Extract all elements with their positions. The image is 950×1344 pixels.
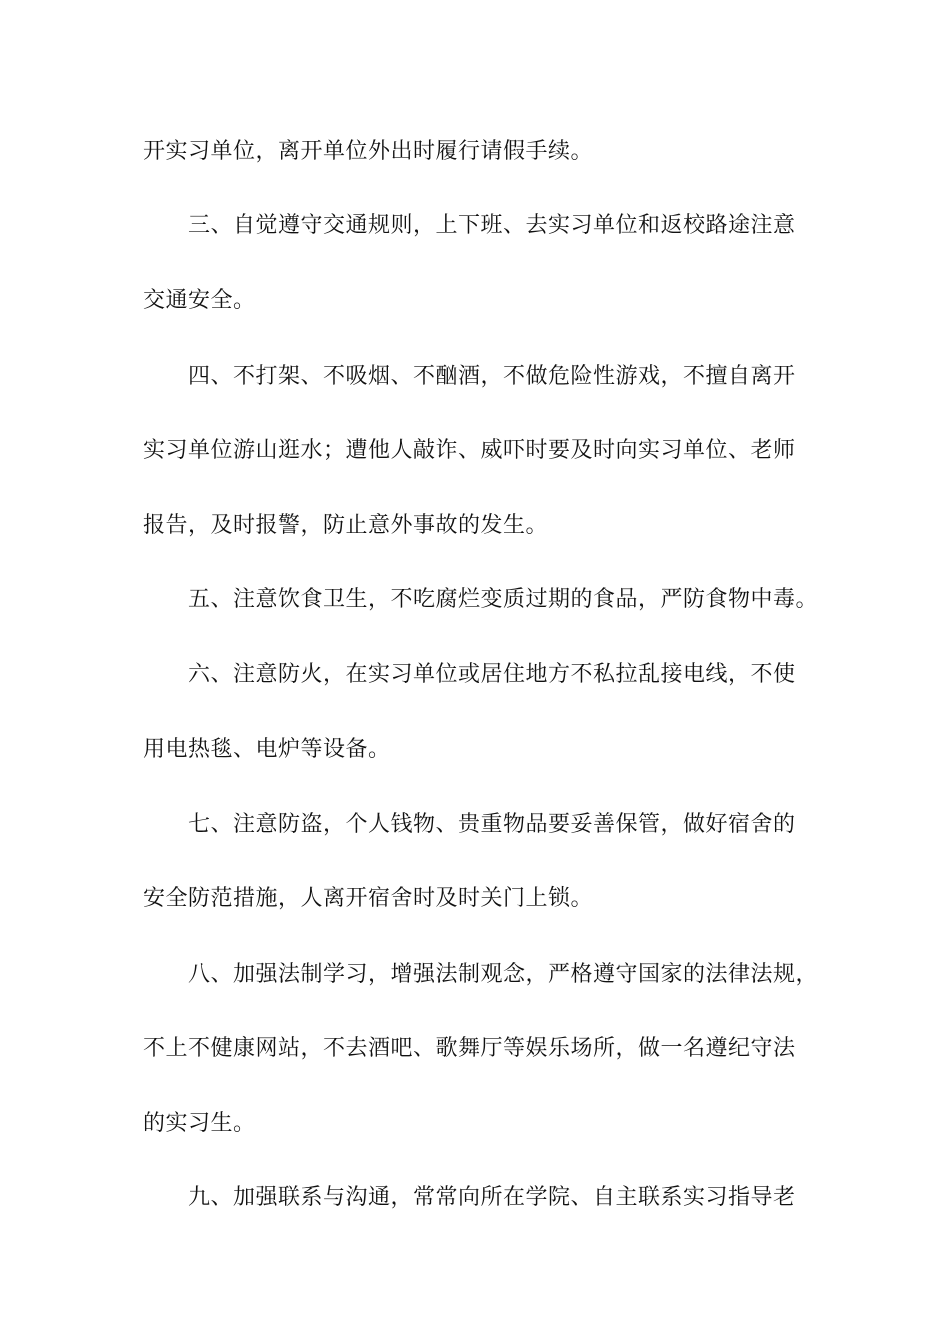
paragraph-start-line: 八、加强法制学习，增强法制观念，严格遵守国家的法律法规，: [188, 962, 819, 987]
text-line: 不上不健康网站，不去酒吧、歌舞厅等娱乐场所，做一名遵纪守法: [143, 1036, 796, 1061]
text-line: 交通安全。: [143, 288, 256, 313]
paragraph-start-line: 五、注意饮食卫生，不吃腐烂变质过期的食品，严防食物中毒。: [188, 587, 819, 612]
text-line: 开实习单位，离开单位外出时履行请假手续。: [143, 139, 594, 164]
paragraph-start-line: 九、加强联系与沟通，常常向所在学院、自主联系实习指导老: [188, 1185, 796, 1210]
text-line: 用电热毯、电炉等设备。: [143, 737, 391, 762]
text-line: 安全防范措施，人离开宿舍时及时关门上锁。: [143, 886, 594, 911]
paragraph-start-line: 六、注意防火，在实习单位或居住地方不私拉乱接电线，不使: [188, 662, 796, 687]
text-line: 实习单位游山逛水；遭他人敲诈、威吓时要及时向实习单位、老师: [143, 438, 796, 463]
text-line: 报告，及时报警，防止意外事故的发生。: [143, 513, 549, 538]
paragraph-start-line: 四、不打架、不吸烟、不酗酒，不做危险性游戏，不擅自离开: [188, 364, 796, 389]
paragraph-start-line: 七、注意防盗，个人钱物、贵重物品要妥善保管，做好宿舍的: [188, 812, 796, 837]
text-line: 的实习生。: [143, 1111, 256, 1136]
paragraph-start-line: 三、自觉遵守交通规则，上下班、去实习单位和返校路途注意: [188, 213, 796, 238]
